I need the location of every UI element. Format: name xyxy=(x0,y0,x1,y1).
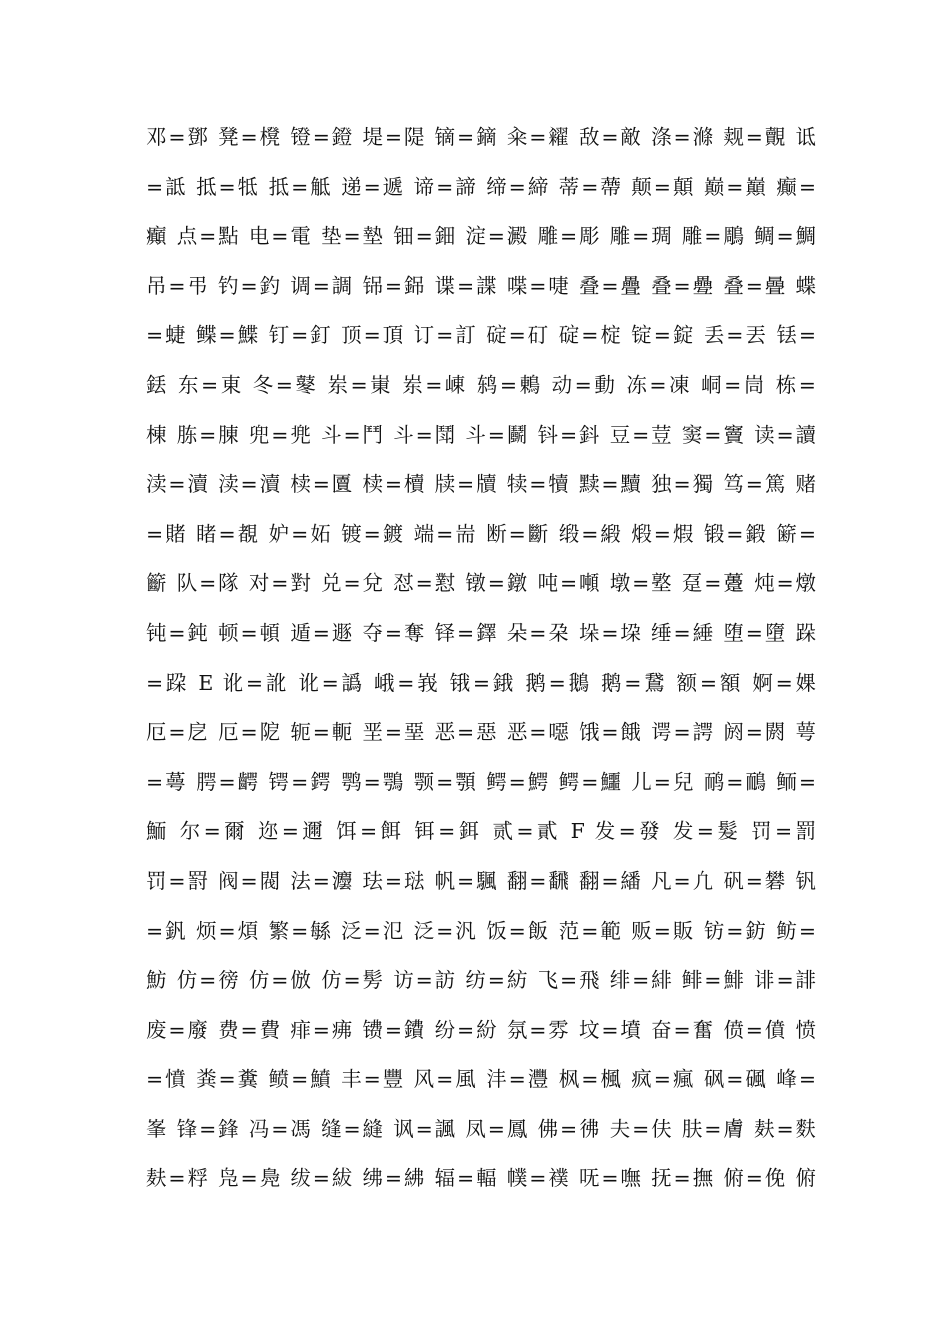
text-line-9: =賭 睹=覩 妒=妬 镀=鍍 端=耑 断=斷 缎=緞 煅=煆 锻=鍛 簖= xyxy=(146,521,816,546)
text-line-19: 废=廢 费=費 痱=疿 镄=鐨 纷=紛 氛=雰 坟=墳 奋=奮 偾=僨 愤 xyxy=(146,1017,816,1042)
text-line-11: 钝=鈍 顿=頓 遁=遯 夺=奪 铎=鐸 朵=朶 垛=垜 缍=綞 堕=墮 跺 xyxy=(146,620,816,645)
text-line-22: 麸=粰 凫=鳧 绂=紱 绋=紼 辐=輻 幞=襆 呒=嘸 抚=撫 俯=俛 俯 xyxy=(146,1166,816,1191)
text-line-20: =憤 粪=糞 鲼=鱝 丰=豐 风=風 沣=灃 枫=楓 疯=瘋 砜=碸 峰= xyxy=(146,1067,816,1092)
text-line-5: =蜨 鲽=鰈 钉=釘 顶=頂 订=訂 碇=矴 碇=椗 锭=錠 丢=丟 铥= xyxy=(146,323,816,348)
text-line-1: 邓=鄧 凳=櫈 镫=鐙 堤=隄 镝=鏑 籴=糴 敌=敵 涤=滌 觌=覿 诋 xyxy=(146,125,816,149)
text-line-17: =釩 烦=煩 繁=緐 泛=氾 泛=汎 饭=飯 范=範 贩=販 钫=鈁 鲂= xyxy=(146,918,816,943)
text-line-8: 渎=瀆 渎=瀆 椟=匵 椟=櫝 牍=牘 犊=犢 黩=黷 独=獨 笃=篤 赌 xyxy=(146,472,816,497)
text-line-18: 魴 仿=徬 仿=倣 仿=髣 访=訪 纺=紡 飞=飛 绯=緋 鲱=鯡 诽=誹 xyxy=(146,968,816,993)
text-line-14: =蕚 腭=齶 锷=鍔 鹗=鶚 颚=顎 鳄=鰐 鳄=鱷 儿=兒 鸸=鴯 鲕= xyxy=(146,769,816,794)
text-line-6: 銩 东=東 冬=鼕 岽=崬 岽=崠 鸫=鶇 动=動 冻=凍 峒=峝 栋= xyxy=(146,372,816,397)
text-line-4: 吊=弔 钓=釣 调=調 铞=銱 谍=諜 喋=啑 叠=疊 叠=疉 叠=曡 蝶 xyxy=(146,273,816,298)
character-list xyxy=(146,117,816,1208)
text-line-15: 鮞 尔=爾 迩=邇 饵=餌 铒=鉺 贰=貳 F 发=發 发=髮 罚=罰 xyxy=(146,819,816,844)
text-line-12: =跥 E 讹=訛 讹=譌 峨=峩 锇=鋨 鹅=鵝 鹅=鵞 额=額 婀=婐 xyxy=(146,670,816,695)
text-line-7: 棟 胨=腖 兜=兠 斗=鬥 斗=鬦 斗=鬬 钭=鈄 豆=荳 窦=竇 读=讀 xyxy=(146,422,816,447)
text-line-3: 癲 点=點 电=電 垫=墊 钿=鈿 淀=澱 雕=彫 雕=琱 雕=鵰 鲷=鯛 xyxy=(146,224,816,249)
text-line-2: =詆 抵=牴 抵=觝 递=遞 谛=諦 缔=締 蒂=蔕 颠=顛 巅=巔 癫= xyxy=(146,174,816,199)
text-line-21: 峯 锋=鋒 冯=馮 缝=縫 讽=諷 凤=鳳 佛=彿 夫=伕 肤=膚 麸=麩 xyxy=(146,1116,816,1141)
text-line-16: 罚=罸 阀=閥 法=灋 珐=琺 帆=颿 翻=飜 翻=繙 凡=凢 矾=礬 钒 xyxy=(146,868,816,893)
text-line-10: 籪 队=隊 对=對 兑=兌 怼=懟 镦=鐓 吨=噸 墩=墪 趸=躉 炖=燉 xyxy=(146,571,816,596)
text-line-13: 厄=戹 厄=阸 轭=軛 垩=堊 恶=惡 恶=噁 饿=餓 谔=諤 阏=閼 萼 xyxy=(146,720,816,745)
